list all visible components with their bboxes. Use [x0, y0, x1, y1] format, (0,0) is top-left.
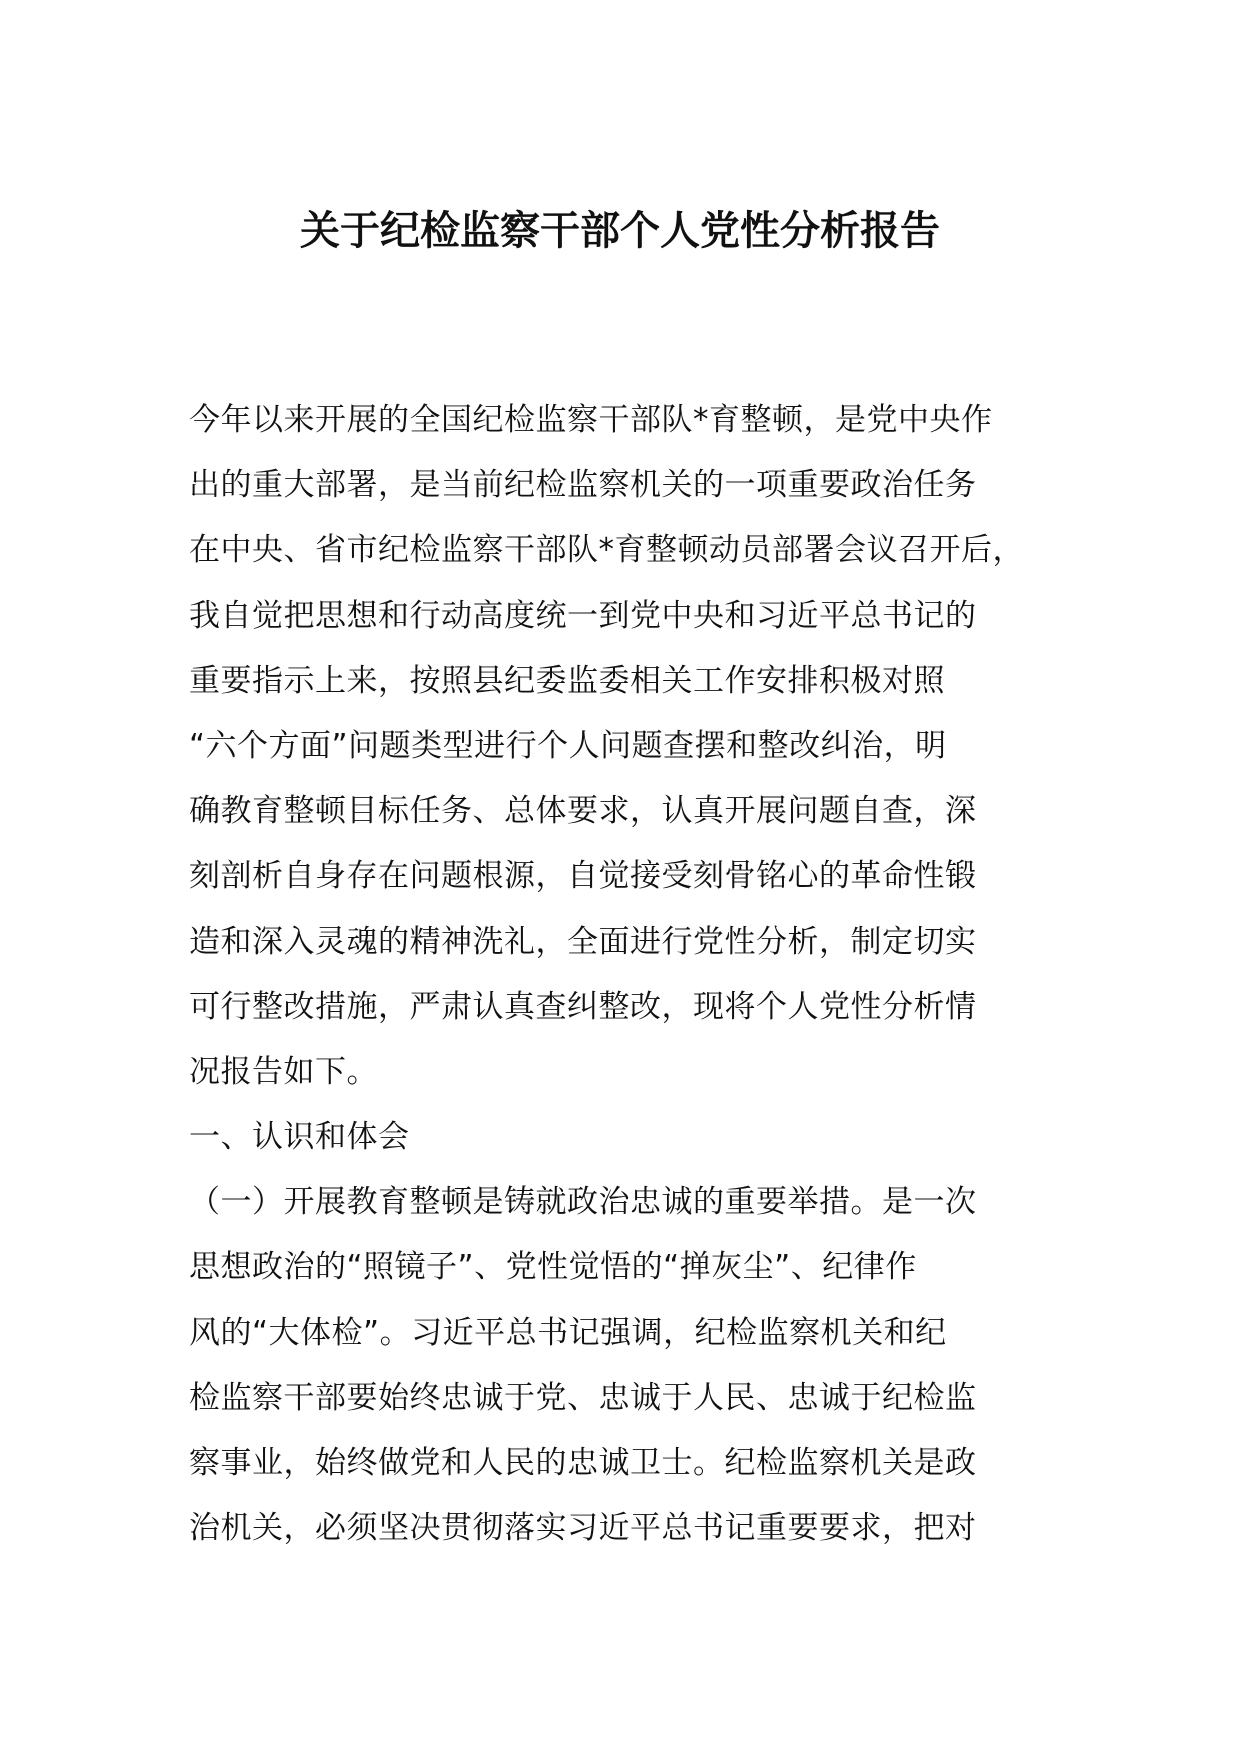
- text-line: 可行整改措施，严肃认真查纠整改，现将个人党性分析情: [189, 988, 977, 1025]
- text-line: （一）开展教育整顿是铸就政治忠诚的重要举措。是一次: [189, 1184, 977, 1221]
- text-line: 思想政治的“照镜子”、党性觉悟的“掸灰尘”、纪律作: [189, 1249, 917, 1286]
- text-line: 况报告如下。: [189, 1053, 378, 1090]
- text-line: “六个方面”问题类型进行个人问题查摆和整改纠治，明: [189, 727, 947, 764]
- text-line: 造和深入灵魂的精神洗礼，全面进行党性分析，制定切实: [189, 923, 977, 960]
- text-line: 确教育整顿目标任务、总体要求，认真开展问题自查，深: [189, 793, 977, 830]
- text-line: 重要指示上来，按照县纪委监委相关工作安排积极对照: [189, 662, 945, 699]
- text-line: 检监察干部要始终忠诚于党、忠诚于人民、忠诚于纪检监: [189, 1379, 977, 1416]
- section-heading: 一、认识和体会: [189, 1119, 410, 1156]
- document-body: [189, 388, 1089, 1561]
- text-line: 风的“大体检”。习近平总书记强调，纪检监察机关和纪: [189, 1314, 947, 1351]
- document-title: 关于纪检监察干部个人党性分析报告: [300, 208, 940, 254]
- text-line: 治机关，必须坚决贯彻落实习近平总书记重要要求，把对: [189, 1510, 977, 1547]
- text-line: 在中央、省市纪检监察干部队*育整顿动员部署会议召开后，: [189, 532, 1024, 569]
- text-line: 出的重大部署，是当前纪检监察机关的一项重要政治任务: [189, 467, 977, 504]
- text-line: 察事业，始终做党和人民的忠诚卫士。纪检监察机关是政: [189, 1445, 977, 1481]
- text-line: 刻剖析自身存在问题根源，自觉接受刻骨铭心的革命性锻: [189, 858, 977, 895]
- text-line: 今年以来开展的全国纪检监察干部队*育整顿，是党中央作: [189, 402, 993, 438]
- text-line: 我自觉把思想和行动高度统一到党中央和习近平总书记的: [189, 597, 977, 634]
